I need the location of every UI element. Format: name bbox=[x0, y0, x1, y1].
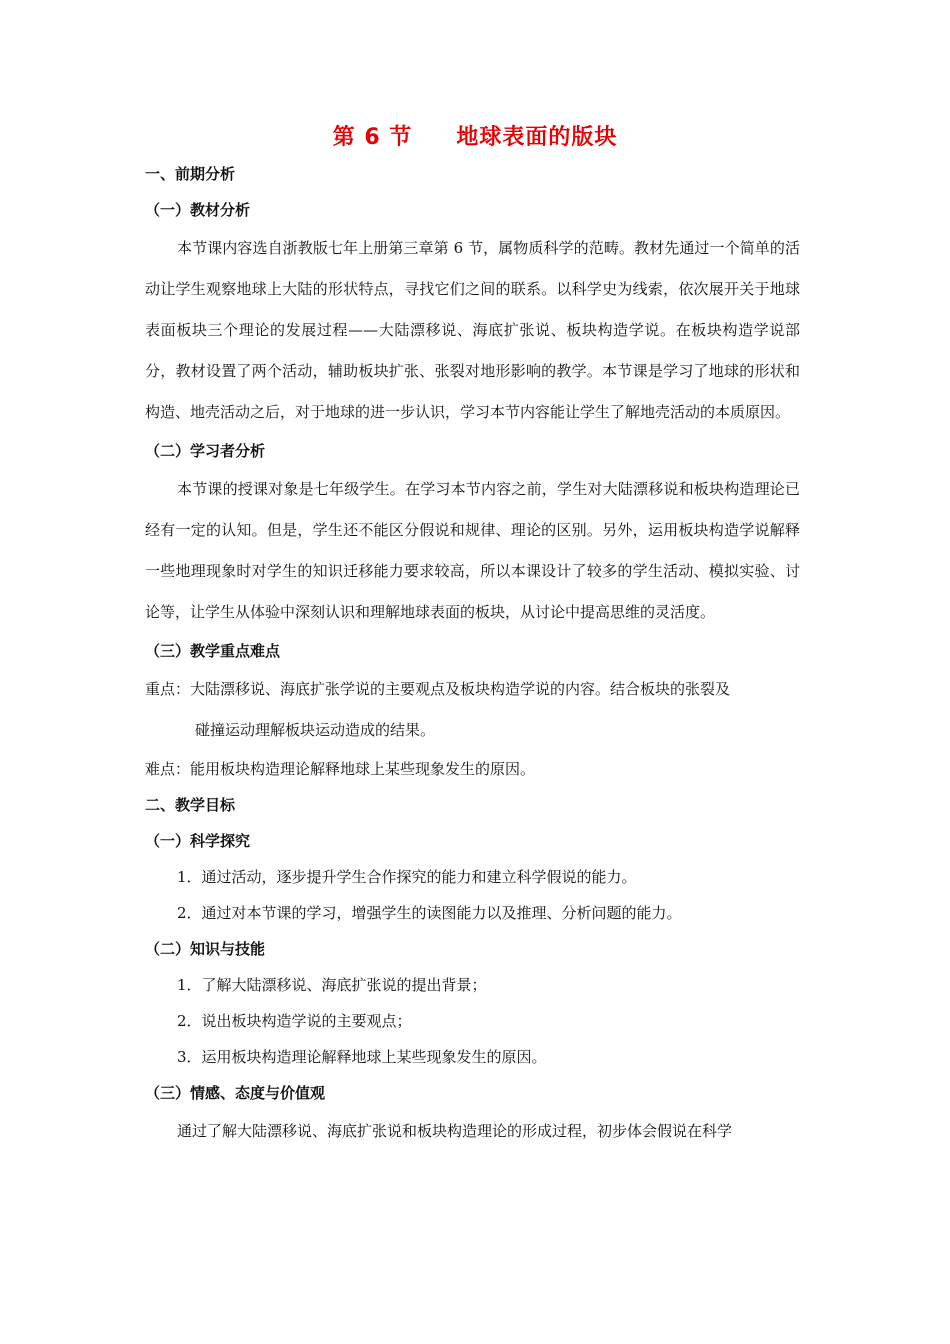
emotions-values-paragraph: 通过了解大陆漂移说、海底扩张说和板块构造理论的形成过程，初步体会假说在科学 bbox=[177, 1122, 733, 1140]
list-item: 1．了解大陆漂移说、海底扩张说的提出背景； bbox=[177, 976, 487, 994]
difficult-point-label: 难点： bbox=[145, 760, 191, 778]
list-item: 2．通过对本节课的学习，增强学生的读图能力以及推理、分析问题的能力。 bbox=[177, 904, 682, 922]
key-point-text-line2: 碰撞运动理解板块运动造成的结果。 bbox=[195, 721, 436, 739]
title-text: 地球表面的版块 bbox=[456, 125, 618, 150]
heading-textbook-analysis: （一）教材分析 bbox=[145, 201, 251, 219]
difficult-point bbox=[145, 751, 800, 787]
heading-key-difficult-points: （三）教学重点难点 bbox=[145, 642, 281, 660]
key-point-label: 重点： bbox=[145, 680, 191, 698]
list-item: 3．运用板块构造理论解释地球上某些现象发生的原因。 bbox=[177, 1048, 547, 1066]
heading-emotions-values: （三）情感、态度与价值观 bbox=[145, 1084, 326, 1102]
difficult-point-text: 能用板块构造理论解释地球上某些现象发生的原因。 bbox=[190, 760, 536, 778]
list-item: 1．通过活动，逐步提升学生合作探究的能力和建立科学假说的能力。 bbox=[177, 868, 637, 886]
heading-preliminary-analysis: 一、前期分析 bbox=[145, 165, 236, 183]
key-point-text-line1: 大陆漂移说、海底扩张学说的主要观点及板块构造学说的内容。结合板块的张裂及 bbox=[190, 680, 731, 698]
heading-knowledge-skills: （二）知识与技能 bbox=[145, 940, 266, 958]
key-point bbox=[145, 669, 800, 751]
document-body bbox=[145, 156, 800, 1152]
title-section-number: 第 6 节 bbox=[332, 125, 413, 150]
list-item: 2．说出板块构造学说的主要观点； bbox=[177, 1012, 412, 1030]
heading-scientific-inquiry: （一）科学探究 bbox=[145, 832, 251, 850]
learner-analysis-paragraph: 本节课的授课对象是七年级学生。在学习本节内容之前，学生对大陆漂移说和板块构造理论已经有一定的认知。但是，学生还不能区分假说和规律、理论的区别。另外，运用板块构造学说解释一些地理现象时对学生的知识迁移能力要求较高，所以本课设计了较多的学生活动、模拟实验、讨论等，让学生从体验中深刻认识和理解地球表面的板块，从讨论中提高思维的灵活度。 bbox=[145, 480, 800, 621]
page-title bbox=[0, 120, 950, 151]
textbook-analysis-paragraph: 本节课内容选自浙教版七年上册第三章第 6 节，属物质科学的范畴。教材先通过一个简单的活动让学生观察地球上大陆的形状特点，寻找它们之间的联系。以科学史为线索，依次展开关于地球表面板块三个理论的发展过程——大陆漂移说、海底扩张说、板块构造学说。在板块构造学说部分，教材设置了两个活动，辅助板块扩张、张裂对地形影响的教学。本节课是学习了地球的形状和构造、地壳活动之后，对于地球的进一步认识，学习本节内容能让学生了解地壳活动的本质原因。 bbox=[145, 239, 800, 421]
heading-learner-analysis: （二）学习者分析 bbox=[145, 442, 266, 460]
heading-teaching-objectives: 二、教学目标 bbox=[145, 796, 236, 814]
